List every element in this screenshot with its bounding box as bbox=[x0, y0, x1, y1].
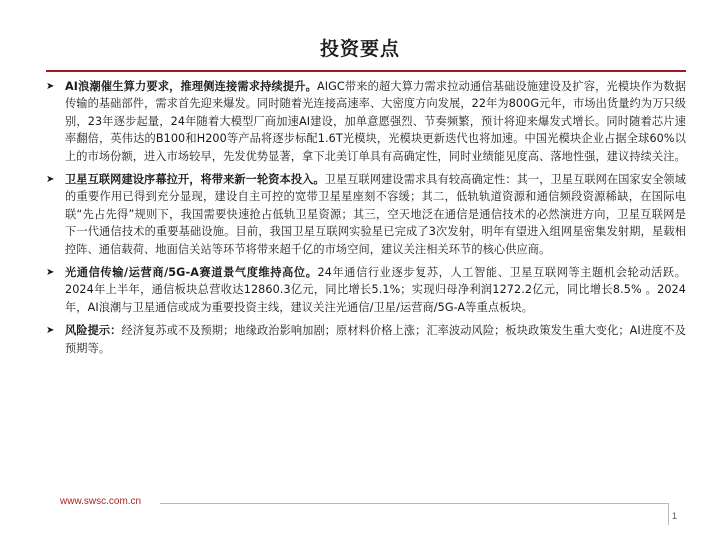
arrow-bullet-icon: ➤ bbox=[46, 174, 55, 186]
bullet-body: 经济复苏或不及预期；地缘政治影响加剧；原材料价格上涨；汇率波动风险；板块政策发生重大变化；AI进度不及预期等。 bbox=[65, 324, 686, 355]
bullet-body: 24年通信行业逐步复苏，人工智能、卫星互联网等主题机会轮动活跃。2024年上半年，通信板块总营收达12860.3亿元，同比增长5.1%；实现归母净利润1272.2亿元，同比增长8.5% 。2024年，AI浪潮与卫星通信或成为重要投资主线，建议关注光通信/卫星/运营商/5G-A等重点板块。 bbox=[65, 266, 687, 314]
arrow-bullet-icon: ➤ bbox=[46, 267, 55, 279]
title-divider bbox=[46, 70, 686, 72]
bullet-paragraph bbox=[65, 322, 686, 357]
bullet-satellite-internet bbox=[46, 171, 686, 258]
footer-website-link[interactable]: www.swsc.com.cn bbox=[60, 496, 142, 507]
footer-divider bbox=[160, 503, 668, 504]
footer-divider-tick bbox=[668, 503, 669, 525]
page-number: 1 bbox=[672, 511, 678, 521]
arrow-bullet-icon: ➤ bbox=[46, 81, 55, 92]
bullet-body: 卫星互联网建设需求具有较高确定性：其一，卫星互联网在国家安全领域的重要作用已得到充分显现，建设自主可控的宽带卫星星座刻不容缓；其二，低轨轨道资源和通信频段资源稀缺，在国际电联“先占先得”规则下，我国需要快速抢占低轨卫星资源；其三，空天地泛在通信是通信技术的必然演进方向，卫星互联网是下一代通信技术的重要基础设施。目前，我国卫星互联网实验星已完成了3次发射，明年有望进入组网星密集发射期，星载相控阵、通信载荷、地面信关站等环节将带来超千亿的市场空间，建议关注相关环节的核心供应商。 bbox=[65, 173, 686, 256]
bullet-paragraph bbox=[65, 78, 686, 165]
arrow-bullet-icon: ➤ bbox=[46, 325, 55, 337]
bullet-optical-telecom bbox=[46, 264, 686, 316]
bullet-heading: 风险提示： bbox=[65, 324, 122, 338]
bullet-heading: AI浪潮催生算力要求，推理侧连接需求持续提升。 bbox=[65, 80, 317, 93]
bullet-body: AIGC带来的超大算力需求拉动通信基础设施建设及扩容，光模块作为数据传输的基础部件，需求首先迎来爆发。同时随着光连接高速率、大密度方向发展，22年为800G元年，市场出货量约为万只级别，23年逐步起量，24年随着大模型厂商加速AI建设，加单意愿强烈、节奏频繁，预计将迎来爆发式增长。同时随着芯片速率翻倍，英伟达的B100和H200等产品将逐步标配1.6T光模块，光模块更新迭代也将加速。中国光模块企业占据全球60%以上的市场份额，进入市场较早，先发优势显著，拿下北美订单具有高确定性，同时业绩能见度高、落地性强，建议持续关注。 bbox=[65, 80, 686, 163]
bullet-list bbox=[46, 78, 686, 363]
bullet-heading: 光通信传输/运营商/5G-A赛道景气度维持高位。 bbox=[65, 266, 318, 280]
bullet-ai-compute bbox=[46, 78, 686, 165]
bullet-paragraph bbox=[65, 264, 686, 316]
page-title: 投资要点 bbox=[319, 38, 400, 60]
bullet-heading: 卫星互联网建设序幕拉开，将带来新一轮资本投入。 bbox=[65, 173, 325, 187]
bullet-risk-warning bbox=[46, 322, 686, 357]
bullet-paragraph bbox=[65, 171, 686, 258]
